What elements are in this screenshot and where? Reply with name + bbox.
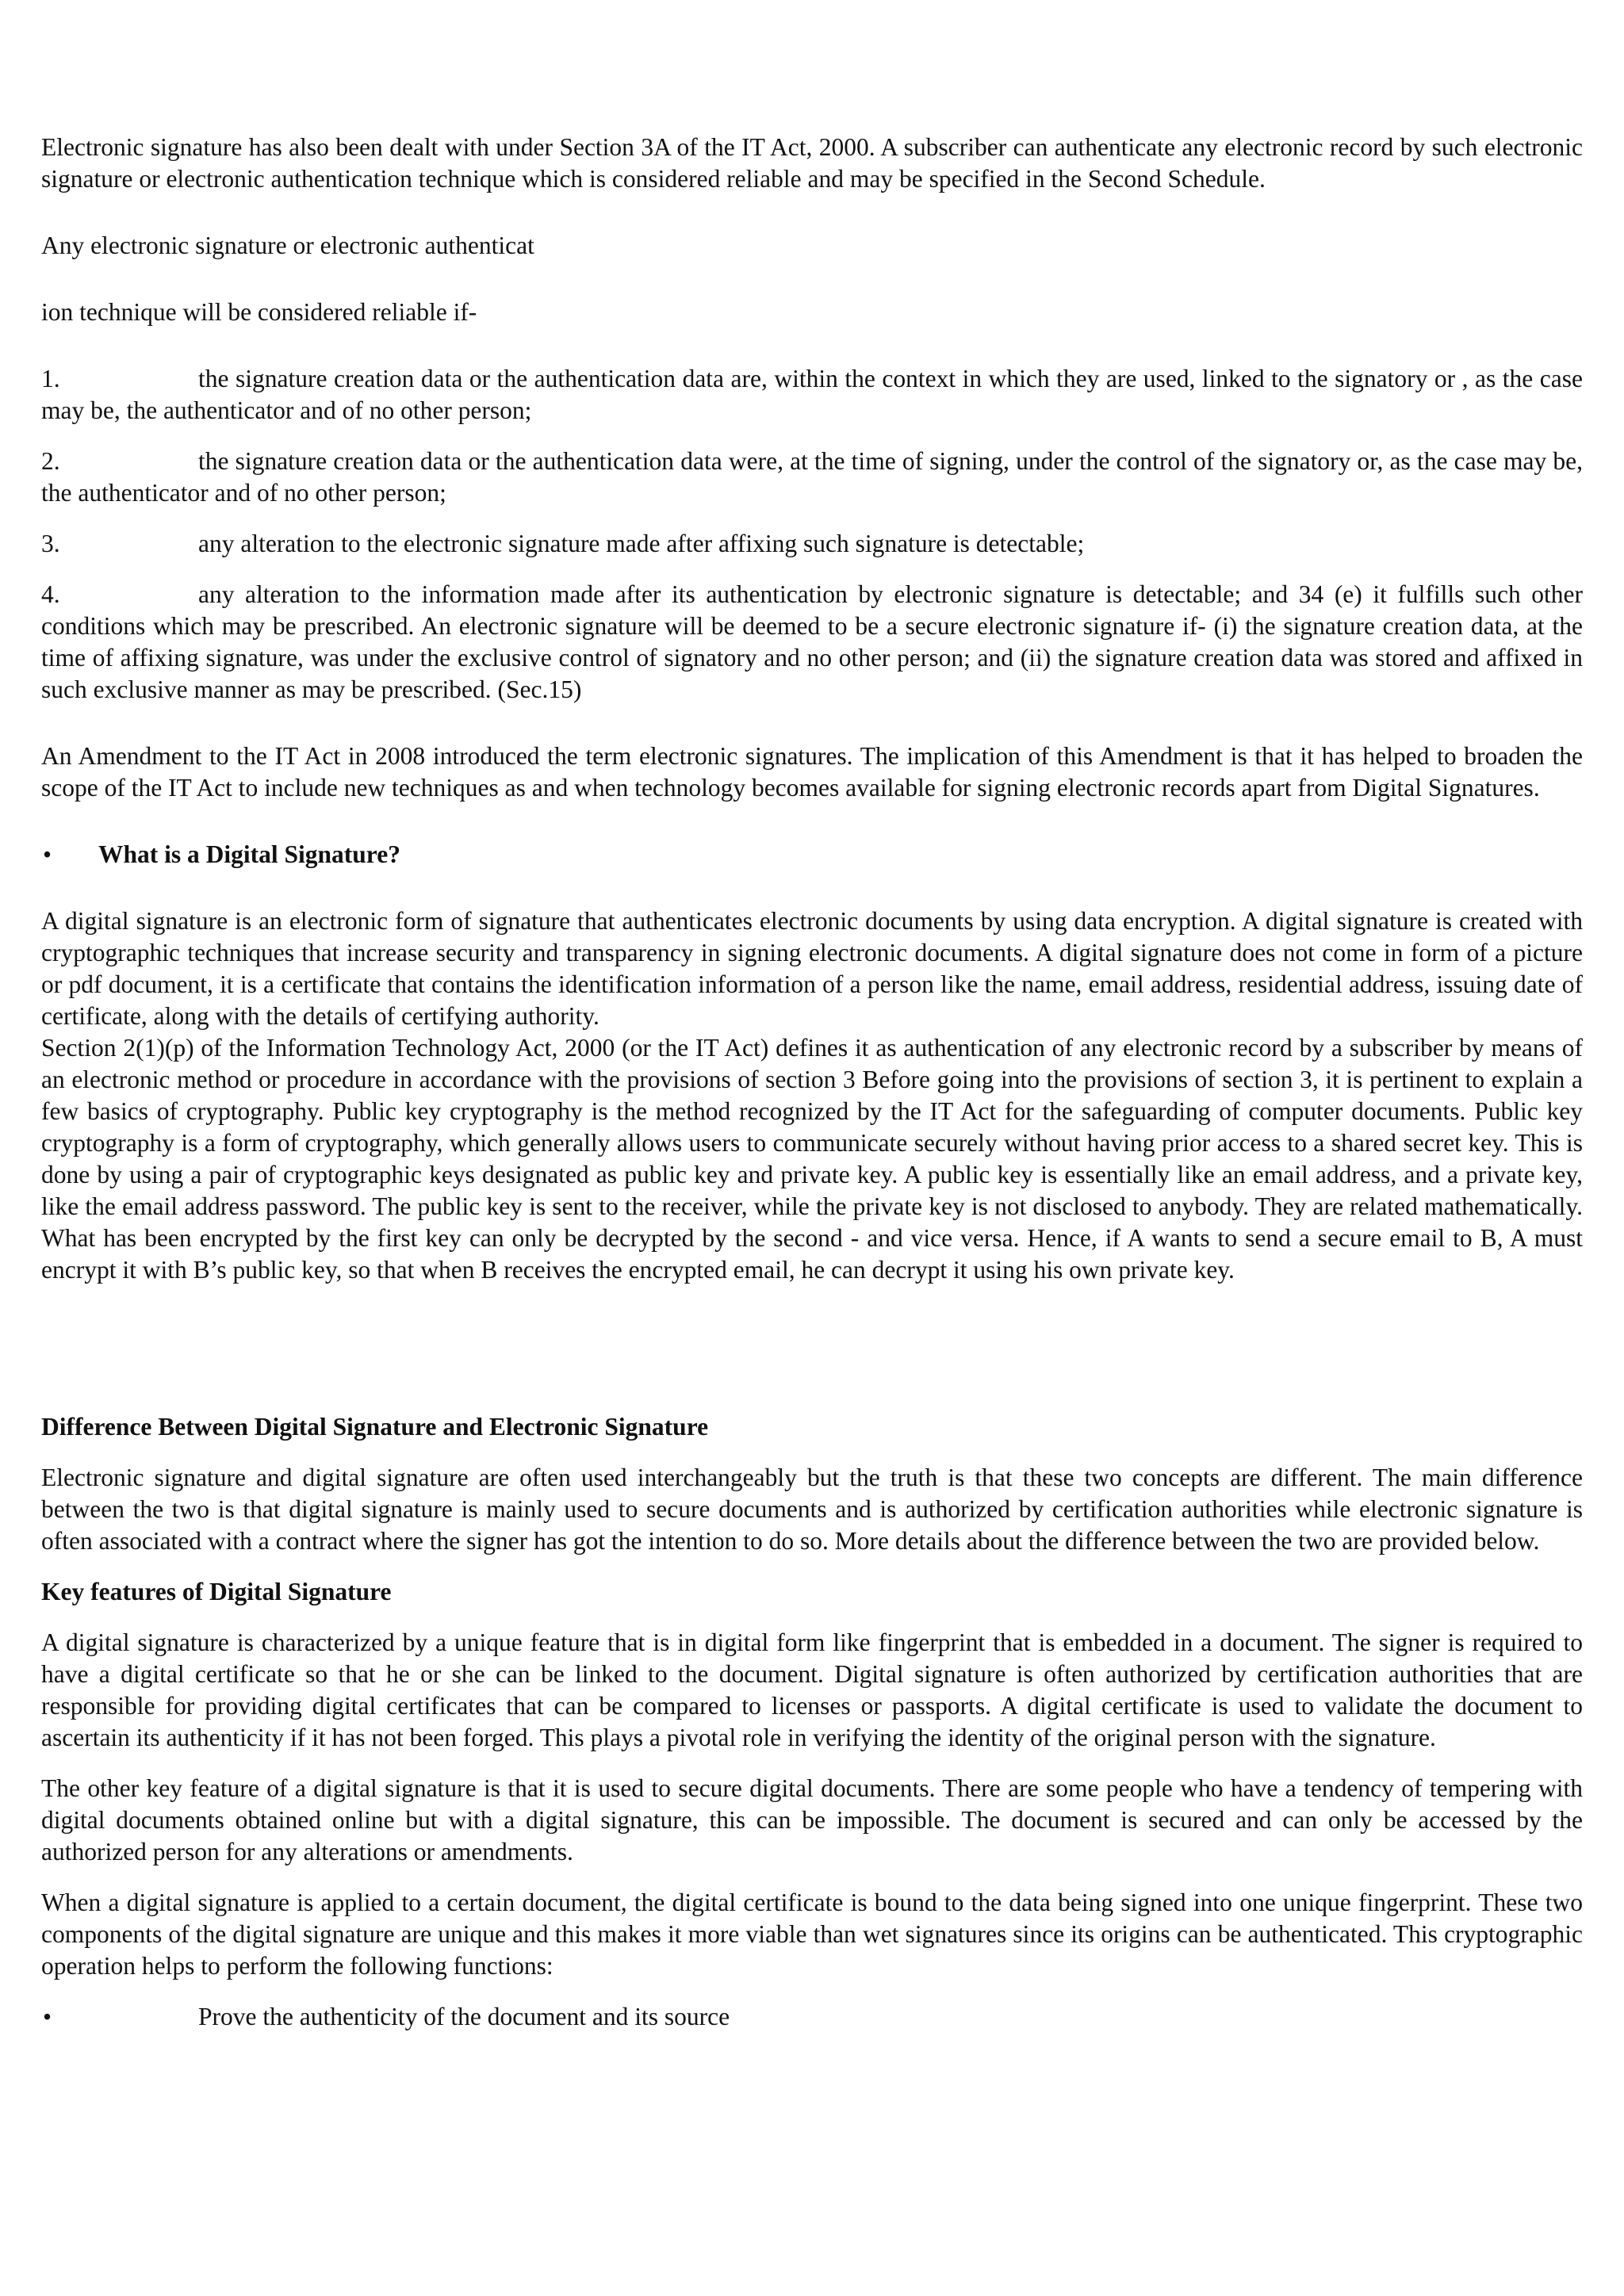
condition-text: any alteration to the electronic signature made after affixing such signature is detectable; xyxy=(198,530,1085,557)
heading-difference: Difference Between Digital Signature and Electronic Signature xyxy=(41,1413,709,1441)
condition-text: any alteration to the information made after its authentication by electronic signature is detectable; and 34 (e) it fulfills such other conditions which may be prescribed. An electronic signature will be deemed to be a secure electronic signature if- (i) the signature creation data, at the time of affixing signature, was under the exclusive control of signatory and no other person; and (ii) the signature creation data was stored and affixed in such exclusive manner as may be prescribed. (Sec.15) xyxy=(41,580,1583,703)
function-text: Prove the authenticity of the document and its source xyxy=(198,2003,730,2030)
condition-item-3 xyxy=(41,528,1583,560)
condition-item-2 xyxy=(41,446,1583,509)
heading-what-is-digital-signature xyxy=(41,839,1583,871)
function-list-item xyxy=(41,2001,1583,2033)
heading-key-features: Key features of Digital Signature xyxy=(41,1578,392,1605)
bullet-icon: • xyxy=(43,840,52,868)
condition-number: 3. xyxy=(41,530,60,557)
condition-text: the signature creation data or the authentication data are, within the context in which they are used, linked to the signatory or , as the case may be, the authenticator and of no other person; xyxy=(41,365,1583,424)
condition-item-1 xyxy=(41,363,1583,427)
document-page xyxy=(41,132,1583,2033)
paragraph-key-features-1: A digital signature is characterized by a unique feature that is in digital form like fingerprint that is embedded in a document. The signer is required to have a digital certificate so that he or she can be linked to the document. Digital signature is often authorized by certification authorities that are responsible for providing digital certificates that can be compared to licenses or passports. A digital certificate is used to validate the document to ascertain its authenticity if it has not been forged. This plays a pivotal role in verifying the identity of the original person with the signature. xyxy=(41,1628,1583,1751)
paragraph-section-2-1-p: Section 2(1)(p) of the Information Technology Act, 2000 (or the IT Act) defines it as authentication of any electronic record by a subscriber by means of an electronic method or procedure in accordance with the provisions of section 3 Before going into the provisions of section 3, it is pertinent to explain a few basics of cryptography. Public key cryptography is the method recognized by the IT Act for the safeguarding of computer documents. Public key cryptography is a form of cryptography, which generally allows users to communicate securely without having prior access to a shared secret key. This is done by using a pair of cryptographic keys designated as public key and private key. A public key is essentially like an email address, and a private key, like the email address password. The public key is sent to the receiver, while the private key is not disclosed to anybody. They are related mathematically. What has been encrypted by the first key can only be decrypted by the second - and vice versa. Hence, if A wants to send a secure email to B, A must encrypt it with B’s public key, so that when B receives the encrypted email, he can decrypt it using his own private key. xyxy=(41,1034,1583,1284)
paragraph-digital-signature-definition: A digital signature is an electronic form of signature that authenticates electronic documents by using data encryption. A digital signature is created with cryptographic techniques that increase security and transparency in signing electronic documents. A digital signature does not come in form of a picture or pdf document, it is a certificate that contains the identification information of a person like the name, email address, residential address, issuing date of certificate, along with the details of certifying authority. xyxy=(41,907,1583,1030)
paragraph-reliability-intro: Any electronic signature or electronic authenticat xyxy=(41,232,534,259)
paragraph-section-3a: Electronic signature has also been dealt with under Section 3A of the IT Act, 2000. A subscriber can authenticate any electronic record by such electronic signature or electronic authentication technique which is considered reliable and may be specified in the Second Schedule. xyxy=(41,133,1583,193)
section-heading: What is a Digital Signature? xyxy=(98,840,400,868)
bullet-icon: • xyxy=(43,2003,52,2030)
condition-number: 1. xyxy=(41,365,60,392)
paragraph-key-features-2: The other key feature of a digital signature is that it is used to secure digital documents. There are some people who have a tendency of tempering with digital documents obtained online but with a digital signature, this can be impossible. The document is secured and can only be accessed by the authorized person for any alterations or amendments. xyxy=(41,1774,1583,1866)
condition-number: 2. xyxy=(41,447,60,475)
condition-text: the signature creation data or the authentication data were, at the time of signing, under the control of the signatory or, as the case may be, the authenticator and of no other person; xyxy=(41,447,1583,507)
paragraph-reliability-condition-lead: ion technique will be considered reliable if- xyxy=(41,298,477,326)
paragraph-amendment-2008: An Amendment to the IT Act in 2008 introduced the term electronic signatures. The implication of this Amendment is that it has helped to broaden the scope of the IT Act to include new techniques as and when technology becomes available for signing electronic records apart from Digital Signatures. xyxy=(41,742,1583,802)
paragraph-key-features-3: When a digital signature is applied to a certain document, the digital certificate is bound to the data being signed into one unique fingerprint. These two components of the digital signature are unique and this makes it more viable than wet signatures since its origins can be authenticated. This cryptographic operation helps to perform the following functions: xyxy=(41,1888,1583,1980)
condition-number: 4. xyxy=(41,580,60,608)
condition-item-4 xyxy=(41,579,1583,706)
paragraph-difference: Electronic signature and digital signature are often used interchangeably but the truth is that these two concepts are different. The main difference between the two is that digital signature is mainly used to secure documents and is authorized by certification authorities while electronic signature is often associated with a contract where the signer has got the intention to do so. More details about the difference between the two are provided below. xyxy=(41,1464,1583,1555)
